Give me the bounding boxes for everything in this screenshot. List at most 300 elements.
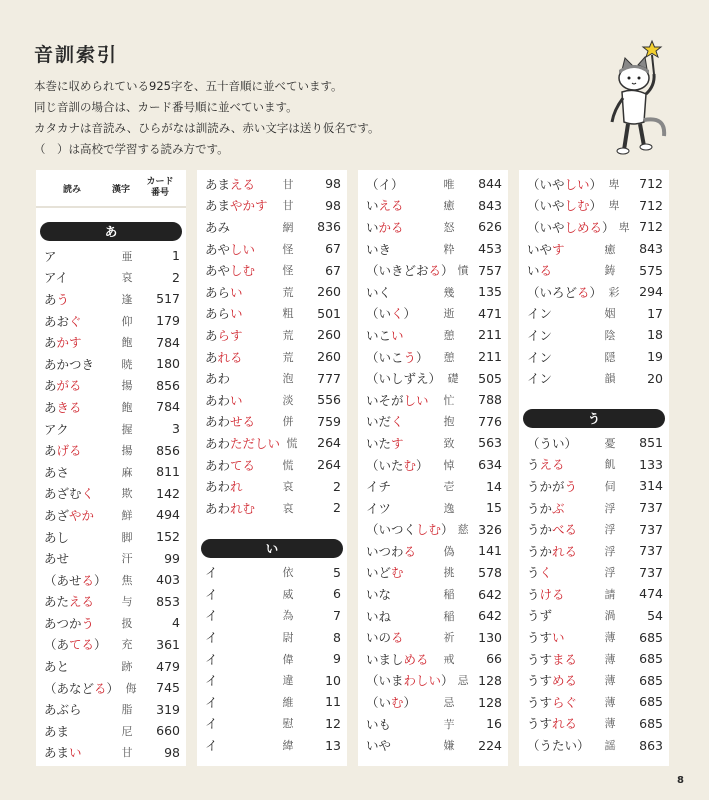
card-number: 9	[333, 651, 341, 667]
card-number: 260	[317, 327, 341, 343]
reading-kana: あし	[44, 529, 70, 545]
okurigana: しい	[564, 176, 590, 192]
kanji: 怪	[282, 264, 294, 278]
reading	[44, 506, 114, 524]
kanji: 癒	[604, 242, 616, 256]
kanji: 依	[282, 566, 294, 580]
reading	[366, 240, 436, 258]
kanji: 姻	[604, 307, 616, 321]
kanji: 哀	[121, 271, 133, 285]
kanji: 憂	[604, 436, 616, 450]
okurigana: る	[81, 572, 95, 588]
kanji: 汗	[121, 552, 133, 566]
reading	[205, 671, 275, 689]
index-row	[36, 331, 186, 353]
okurigana: む	[391, 565, 404, 581]
okurigana: れむ	[230, 500, 256, 516]
reading	[44, 549, 114, 567]
card-number: 294	[639, 284, 663, 300]
reading-kana: いや	[527, 241, 553, 257]
reading	[44, 420, 114, 438]
okurigana: い	[230, 306, 243, 322]
reading	[527, 628, 597, 646]
card-number: 128	[478, 694, 502, 710]
index-row	[358, 713, 508, 735]
card-number: 152	[156, 529, 180, 545]
kanji: 陰	[604, 328, 616, 342]
card-number: 685	[639, 672, 663, 688]
card-number: 403	[156, 572, 180, 588]
okurigana: しい	[403, 392, 429, 408]
reading-kana: イン	[527, 349, 553, 365]
reading-kana: い	[366, 198, 379, 214]
card-number: 474	[639, 586, 663, 602]
card-number: 264	[317, 457, 341, 473]
okurigana: える	[69, 594, 95, 610]
kanji: 脚	[121, 530, 133, 544]
kanji: 忌	[457, 674, 469, 688]
kanji: 卑	[608, 199, 620, 213]
intro-line: 同じ音訓の場合は、カード番号順に並べています。	[34, 100, 298, 114]
kanji: 逸	[443, 501, 455, 515]
kanji: 哀	[282, 501, 294, 515]
reading-kana: あお	[44, 313, 70, 329]
okurigana: く	[539, 565, 553, 581]
reading-kana: （あせ	[44, 572, 82, 588]
okurigana: く	[81, 486, 95, 502]
kanji: 緯	[282, 739, 294, 753]
okurigana: る	[539, 263, 553, 279]
okurigana: しい	[230, 241, 256, 257]
kanji: 逝	[443, 307, 455, 321]
index-row	[197, 454, 347, 476]
index-row	[36, 375, 186, 397]
okurigana: やかす	[230, 198, 268, 214]
reading-kana: いな	[366, 587, 392, 603]
reading	[366, 563, 436, 581]
card-number: 853	[156, 593, 180, 609]
kanji: 謡	[604, 739, 616, 753]
kanji: 網	[282, 220, 294, 234]
reading	[366, 412, 436, 430]
okurigana: る	[577, 284, 590, 300]
index-row	[358, 173, 508, 195]
reading	[527, 520, 597, 538]
kanji: 嫌	[443, 739, 455, 753]
kanji: 薄	[604, 717, 616, 731]
reading	[205, 434, 280, 452]
index-row	[358, 281, 508, 303]
reading-paren: ）	[441, 673, 454, 689]
index-row	[36, 245, 186, 267]
kanji: 慌	[282, 458, 294, 472]
reading-kana: あ	[205, 327, 218, 343]
index-row	[519, 303, 669, 325]
reading	[527, 304, 597, 322]
reading	[366, 326, 436, 344]
reading	[44, 700, 114, 718]
reading	[366, 715, 436, 733]
index-row	[358, 238, 508, 260]
okurigana: う	[403, 349, 417, 365]
okurigana: らす	[217, 327, 243, 343]
index-row	[358, 324, 508, 346]
reading	[366, 304, 436, 322]
reading	[366, 196, 436, 214]
kanji: 浮	[604, 501, 616, 515]
reading-kana: あぶら	[44, 702, 82, 718]
kanji: 慈	[457, 523, 469, 537]
index-row	[197, 389, 347, 411]
reading	[205, 348, 275, 366]
index-row	[36, 418, 186, 440]
card-number: 133	[639, 456, 663, 472]
okurigana: わしい	[403, 673, 442, 689]
index-row	[197, 605, 347, 627]
reading-paren: ）	[94, 637, 107, 653]
reading-kana: あま	[205, 176, 231, 192]
card-number: 4	[172, 615, 180, 631]
reading-kana: （いた	[366, 457, 404, 473]
reading	[44, 290, 114, 308]
kanji: 与	[121, 595, 133, 609]
card-number: 12	[325, 715, 341, 731]
reading	[205, 606, 275, 624]
page-number: 8	[677, 775, 684, 786]
reading	[366, 499, 436, 517]
index-row	[197, 648, 347, 670]
card-number: 494	[156, 507, 180, 523]
card-number: 712	[639, 176, 663, 192]
reading	[366, 477, 436, 495]
reading-paren: ）	[589, 176, 603, 192]
reading	[527, 196, 602, 214]
card-number: 16	[486, 716, 502, 732]
reading-kana: あ	[44, 399, 57, 415]
reading	[205, 304, 275, 322]
kanji: 飽	[121, 336, 133, 350]
card-number: 2	[172, 269, 180, 285]
section-gap	[519, 389, 669, 403]
kanji: 為	[282, 609, 294, 623]
reading-kana: あかつき	[44, 356, 95, 372]
reading-kana: （イ）	[366, 176, 404, 192]
reading-paren: ）	[94, 572, 107, 588]
reading-kana: いも	[366, 716, 392, 732]
okurigana: える	[539, 457, 565, 473]
kanji: 泡	[282, 372, 294, 386]
cat-illustration	[608, 38, 678, 158]
kanji: 威	[282, 587, 294, 601]
reading	[44, 247, 114, 265]
kanji: 脂	[121, 703, 133, 717]
kanji: 握	[121, 422, 133, 436]
reading	[366, 391, 436, 409]
reading-kana: うす	[527, 694, 553, 710]
reading-paren: ）	[416, 457, 429, 473]
card-number: 10	[325, 672, 341, 688]
index-row	[358, 475, 508, 497]
okurigana: る	[403, 543, 417, 559]
card-number: 2	[333, 478, 341, 494]
kanji: 怒	[443, 220, 455, 234]
index-row	[358, 195, 508, 217]
index-row	[358, 648, 508, 670]
index-row	[197, 562, 347, 584]
kanji: 鋳	[604, 264, 616, 278]
index-row	[519, 518, 669, 540]
reading	[527, 650, 597, 668]
card-number: 642	[478, 608, 502, 624]
okurigana: かす	[56, 335, 82, 351]
kanji: 浮	[604, 566, 616, 580]
reading-kana: あざむ	[44, 486, 82, 502]
header-reading: 読み	[62, 184, 81, 195]
intro-line: （ ）は高校で学習する読み方です。	[34, 142, 229, 156]
kanji: 請	[604, 587, 616, 601]
reading-kana: あわ	[205, 371, 231, 387]
reading	[527, 218, 615, 236]
card-number: 19	[647, 349, 663, 365]
kanji: 薄	[604, 652, 616, 666]
reading	[366, 650, 436, 668]
reading	[205, 391, 275, 409]
index-row	[36, 461, 186, 483]
kanji: 暁	[121, 357, 133, 371]
reading-kana: うす	[527, 651, 553, 667]
reading	[527, 542, 597, 560]
index-row	[519, 195, 669, 217]
index-row	[197, 713, 347, 735]
reading	[527, 606, 597, 624]
reading-kana: うず	[527, 608, 553, 624]
okurigana: れる	[552, 716, 578, 732]
reading	[44, 441, 114, 459]
reading-kana: あわ	[205, 479, 231, 495]
reading	[205, 175, 275, 193]
kanji: 慰	[282, 717, 294, 731]
reading-kana: い	[527, 263, 540, 279]
reading	[44, 355, 114, 373]
card-number: 712	[639, 197, 663, 213]
kanji: 甘	[282, 199, 294, 213]
okurigana: れ	[230, 479, 243, 495]
reading-kana: あ	[44, 291, 57, 307]
kanji: 仰	[121, 314, 133, 328]
card-number: 326	[478, 521, 502, 537]
card-number: 737	[639, 564, 663, 580]
index-row	[358, 562, 508, 584]
okurigana: がる	[56, 378, 82, 394]
reading-paren: ）	[589, 284, 603, 300]
index-row	[519, 454, 669, 476]
index-row	[36, 698, 186, 720]
okurigana: げる	[56, 443, 82, 459]
card-number: 737	[639, 521, 663, 537]
kanji: 揚	[121, 379, 133, 393]
okurigana: まる	[552, 651, 578, 667]
reading-kana: いだ	[366, 414, 392, 430]
reading-kana: あや	[205, 263, 231, 279]
index-row	[519, 259, 669, 281]
reading-kana: あわ	[205, 435, 231, 451]
card-number: 712	[639, 219, 663, 235]
kanji: 尼	[121, 724, 133, 738]
reading-kana: いこ	[366, 327, 392, 343]
card-number: 142	[156, 485, 180, 501]
okurigana: える	[230, 176, 256, 192]
reading-paren: ）	[602, 219, 615, 235]
okurigana: る	[428, 263, 442, 279]
index-row	[358, 497, 508, 519]
reading	[366, 585, 436, 603]
intro-line: 本巻に収められている925字を、五十音順に並べています。	[34, 79, 343, 93]
kanji: 麻	[121, 465, 133, 479]
kanji: 逢	[121, 292, 133, 306]
reading	[527, 455, 597, 473]
kanji: 卑	[608, 177, 620, 191]
card-number: 314	[639, 478, 663, 494]
index-row	[36, 547, 186, 569]
reading-kana: イチ	[366, 479, 392, 495]
reading	[44, 376, 114, 394]
index-row	[358, 303, 508, 325]
page-title: 音訓索引	[34, 44, 119, 66]
reading-kana: いまし	[366, 651, 404, 667]
kanji: 亜	[121, 249, 133, 263]
card-number: 6	[333, 586, 341, 602]
index-row	[36, 591, 186, 613]
reading-kana: いつわ	[366, 543, 404, 559]
card-number: 98	[325, 176, 341, 192]
index-row	[519, 626, 669, 648]
reading	[205, 240, 275, 258]
card-number: 1	[172, 248, 180, 264]
card-number: 99	[164, 550, 180, 566]
index-row	[197, 691, 347, 713]
reading-paren: ）	[416, 349, 429, 365]
reading-kana: うかが	[527, 478, 565, 494]
card-number: 319	[156, 701, 180, 717]
reading-kana: うす	[527, 716, 553, 732]
card-number: 479	[156, 658, 180, 674]
reading	[366, 283, 436, 301]
reading-kana: いく	[366, 284, 392, 300]
kanji: 飽	[121, 400, 133, 414]
card-number: 128	[478, 672, 502, 688]
reading	[527, 714, 597, 732]
index-column-2	[197, 170, 347, 766]
reading	[205, 736, 275, 754]
kanji: 焦	[121, 573, 133, 587]
reading-kana: イ	[205, 694, 218, 710]
reading-kana: あ	[44, 335, 57, 351]
kanji: 違	[282, 674, 294, 688]
index-row	[197, 583, 347, 605]
kanji: 侮	[125, 681, 137, 695]
reading-kana: あら	[205, 306, 231, 322]
reading-kana: う	[527, 565, 540, 581]
kanji: 抱	[443, 415, 455, 429]
reading	[366, 628, 436, 646]
reading	[527, 736, 597, 754]
card-number: 66	[486, 651, 502, 667]
index-row	[358, 367, 508, 389]
column-header	[36, 170, 186, 208]
reading-paren: ）	[589, 198, 603, 214]
index-row	[519, 475, 669, 497]
kanji: 渦	[604, 609, 616, 623]
reading-kana: イ	[205, 608, 218, 624]
card-number: 685	[639, 629, 663, 645]
card-number: 737	[639, 500, 663, 516]
card-number: 856	[156, 377, 180, 393]
kanji: 揚	[121, 444, 133, 458]
index-row	[519, 497, 669, 519]
okurigana: く	[391, 306, 404, 322]
reading	[205, 714, 275, 732]
card-number: 179	[156, 313, 180, 329]
reading	[366, 607, 436, 625]
card-number: 844	[478, 176, 502, 192]
reading-kana: あや	[205, 241, 231, 257]
card-number: 836	[317, 219, 341, 235]
card-number: 135	[478, 284, 502, 300]
reading	[205, 693, 275, 711]
card-number: 2	[333, 500, 341, 516]
card-number: 453	[478, 241, 502, 257]
index-row	[519, 216, 669, 238]
reading	[205, 412, 275, 430]
reading	[527, 671, 597, 689]
kanji: 怪	[282, 242, 294, 256]
index-row	[519, 324, 669, 346]
index-row	[197, 303, 347, 325]
reading	[527, 326, 597, 344]
reading	[366, 671, 454, 689]
index-row	[358, 519, 508, 541]
reading	[44, 484, 114, 502]
index-row	[519, 734, 669, 756]
reading-kana: （いつく	[366, 522, 417, 538]
okurigana: む	[391, 695, 404, 711]
reading-kana: イ	[205, 716, 218, 732]
index-row	[358, 583, 508, 605]
reading-kana: （うい）	[527, 435, 578, 451]
kanji: 憩	[443, 328, 455, 342]
okurigana: しめる	[564, 219, 603, 235]
reading	[205, 326, 275, 344]
okurigana: べる	[552, 522, 578, 538]
reading	[527, 563, 597, 581]
reading	[527, 477, 597, 495]
kanji: 哀	[282, 480, 294, 494]
kanji: 併	[282, 415, 294, 429]
kanji: 充	[121, 638, 133, 652]
reading-kana: あら	[205, 284, 231, 300]
reading-kana: うか	[527, 543, 553, 559]
reading	[366, 348, 436, 366]
okurigana: う	[56, 291, 70, 307]
index-row	[358, 216, 508, 238]
reading-paren: ）	[403, 306, 417, 322]
reading-kana: （いや	[527, 219, 565, 235]
card-number: 634	[478, 457, 502, 473]
section-header: う	[523, 409, 665, 428]
reading-paren: ）	[441, 522, 454, 538]
reading	[366, 736, 436, 754]
kanji: 稲	[443, 609, 455, 623]
